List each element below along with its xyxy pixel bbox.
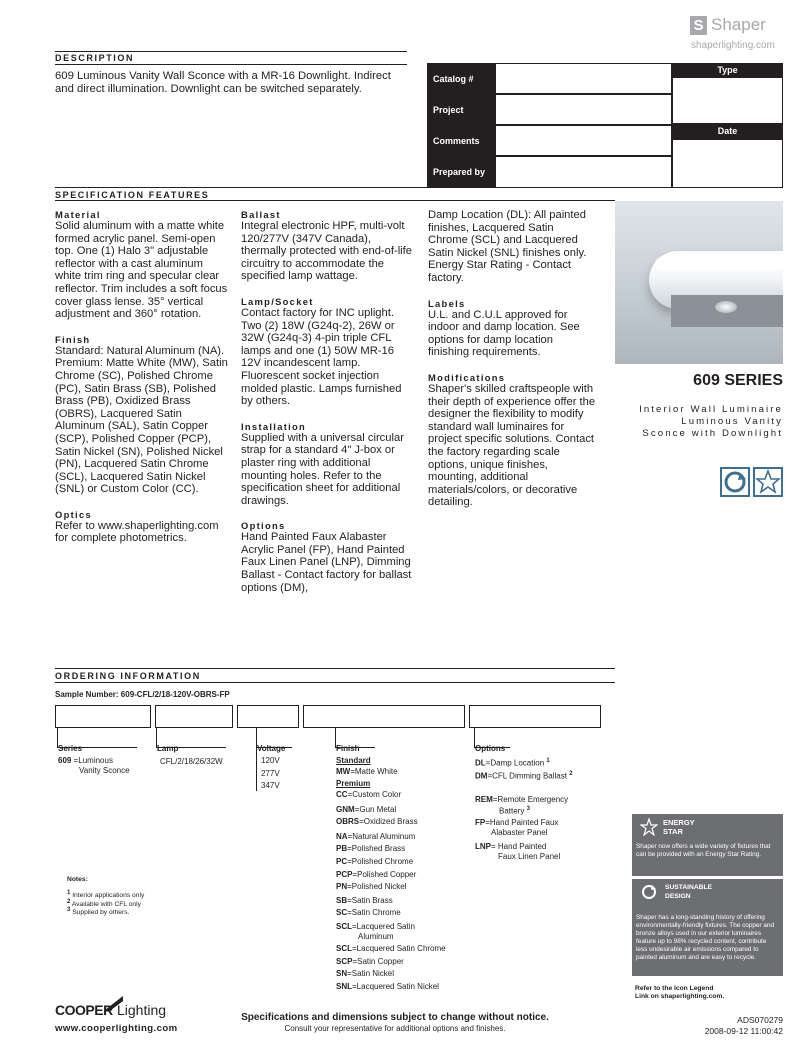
option-desc: =Hand Painted Faux <box>485 818 559 827</box>
finish-label: Finish <box>55 333 91 345</box>
prepared-label: Prepared by <box>427 156 495 188</box>
finish-code: SC <box>336 908 348 918</box>
order-box-lamp[interactable] <box>155 705 233 728</box>
option-lnp-cont: Faux Linen Panel <box>498 852 561 861</box>
option-code: FP <box>475 818 486 827</box>
catalog-field[interactable] <box>495 63 672 94</box>
installation-text: Supplied with a universal circular strap for a standard 4" J-box or plaster ring with additional mounting holes. Refer to the specification sheet for additional drawings. <box>241 431 404 507</box>
finish-code: PB <box>336 844 348 854</box>
option-rem-cont <box>499 804 530 817</box>
finish-code: SCL <box>336 921 352 931</box>
optics-text: Refer to www.shaperlighting.com for complete photometrics. <box>55 519 219 545</box>
finish-std-mw <box>336 767 398 777</box>
finish-item <box>336 922 446 932</box>
finish-desc: =Satin Nickel <box>347 969 395 979</box>
energy-star-icon <box>753 467 783 497</box>
damp-text: Damp Location (DL): All painted finishes, Lacquered Satin Chrome (SCL) and Lacquered Satin Nickel (SNL) finishes only. Energy Star Rating - Contact factory. <box>428 209 587 284</box>
finish-item-cont: Aluminum <box>358 931 394 941</box>
spec-col-2 <box>241 209 416 594</box>
series-option <box>58 756 113 766</box>
description-text: 609 Luminous Vanity Wall Sconce with a MR-16 Downlight. Indirect and direct illumination. Downlight can be switched separately. <box>55 70 391 95</box>
finish-code: CC <box>336 790 348 799</box>
finish-item <box>336 896 446 909</box>
note-num: 1 <box>67 890 71 896</box>
lamp-label: Lamp/Socket <box>241 295 314 307</box>
finish-item <box>336 844 446 857</box>
finish-desc: =Polished Nickel <box>347 882 407 892</box>
finish-code: MW <box>336 767 351 776</box>
type-field[interactable] <box>672 77 783 124</box>
finish-item <box>336 817 446 830</box>
shaper-s-icon: S <box>690 16 707 35</box>
lamp-value: CFL/2/18/26/32W <box>160 757 223 766</box>
date-field[interactable] <box>672 139 783 188</box>
order-box-finish[interactable] <box>303 705 465 728</box>
voltage-2: 277V <box>261 769 280 778</box>
project-field[interactable] <box>495 94 672 125</box>
ballast-label: Ballast <box>241 209 281 220</box>
doc-date: 2008-09-12 11:00:42 <box>704 1026 783 1036</box>
options-heading: Options <box>475 744 506 753</box>
comments-field[interactable] <box>495 125 672 156</box>
option-code: REM <box>475 795 493 804</box>
energy-title-1: ENERGY <box>663 818 695 827</box>
order-box-options[interactable] <box>469 705 601 728</box>
spec-heading: SPECIFICATION FEATURES <box>55 190 210 200</box>
lamp-heading: Lamp <box>157 744 179 753</box>
ordering-heading: ORDERING INFORMATION <box>55 671 201 681</box>
options-text: Hand Painted Faux Alabaster Acrylic Panel (FP), Hand Painted Faux Linen Panel (LNP), Dimming Ballast - Contact factory for ballast options (DM), <box>241 531 412 594</box>
series-eq: =Luminous <box>73 756 113 765</box>
finish-code: SCP <box>336 956 353 966</box>
modifications-text: Shaper's skilled craftspeople with their depth of experience offer the designer the flexibility to modify standard wall luminaires for project specific solutions. Contact the factory regarding scale options, unique finishes, mounting, additional materials/colors, or decorative detailing. <box>428 382 596 509</box>
sustain-text: Shaper has a long-standing history of offering environmentally-friendly fixtures. The copper and bronze alloys used in our exterior luminaires feature up to 98% recycled content, contribute less undesirable air emissions compared to painted aluminum and are easy to recycle. <box>636 914 775 962</box>
finish-item <box>336 969 446 982</box>
sustainable-icon <box>640 883 658 901</box>
note-text: Available with CFL only <box>71 901 141 909</box>
premium-heading: Premium <box>336 779 371 788</box>
note-3 <box>67 906 129 917</box>
legend-1: Refer to the Icon Legend <box>635 985 714 992</box>
series-desc: Vanity Sconce <box>79 766 130 775</box>
spec-col-1 <box>55 209 231 545</box>
doc-number: ADS070279 <box>737 1015 783 1025</box>
modifications-label: Modifications <box>428 371 506 383</box>
brand-name: Shaper <box>711 15 766 34</box>
order-box-voltage[interactable] <box>237 705 299 728</box>
option-desc: Battery <box>499 806 525 816</box>
prepared-field[interactable] <box>495 156 672 188</box>
finish-item <box>336 957 446 970</box>
energy-title-2: STAR <box>663 827 683 836</box>
finish-desc: =Custom Color <box>347 790 402 799</box>
series-heading: Series <box>58 744 83 753</box>
legend-2: Link on shaperlighting.com. <box>635 993 725 1000</box>
sustain-title-1: SUSTAINABLE <box>665 884 713 891</box>
option-fp <box>475 818 558 828</box>
finish-desc: =Satin Copper <box>352 956 404 966</box>
finish-code: NA <box>336 831 348 841</box>
finish-desc: =Matte White <box>350 767 398 776</box>
series-sub-1: Interior Wall Luminaire <box>639 404 783 415</box>
finish-item <box>336 857 446 870</box>
option-code: LNP <box>475 842 491 851</box>
option-desc: =Damp Location <box>485 758 545 768</box>
material-label: Material <box>55 209 101 220</box>
finish-item <box>336 944 446 957</box>
spec-col-3 <box>428 209 596 509</box>
labels-text: U.L. and C.U.L approved for indoor and damp location. See options for damp location finishing requirements. <box>428 308 580 359</box>
recycle-icon <box>720 467 750 497</box>
footer-consult: Consult your representative for additional options and finishes. <box>284 1024 506 1033</box>
option-lnp <box>475 842 546 852</box>
finish-desc: =Lacquered Satin Nickel <box>352 981 439 991</box>
finish-item <box>336 908 446 921</box>
option-desc: =CFL Dimming Ballast <box>487 771 567 781</box>
voltage-3: 347V <box>261 781 280 790</box>
finish-desc: =Oxidized Brass <box>359 817 418 827</box>
finish-code: GNM <box>336 804 355 814</box>
note-text: Interior applications only <box>72 892 145 900</box>
energy-star-box-icon <box>640 818 658 836</box>
finish-desc: =Lacquered Satin Chrome <box>352 943 446 953</box>
finish-item <box>336 790 446 803</box>
catalog-label: Catalog # <box>427 63 495 94</box>
downlight <box>715 301 737 313</box>
product-photo <box>615 201 783 364</box>
date-label: Date <box>672 124 783 139</box>
material-text: Solid aluminum with a matte white formed acrylic panel. Semi-open top. One (1) Halo 3" adjustable reflector with a cast aluminum white trim ring and specular clear reflector. Trim includes a soft focus cover glass lense. 35° vertical adjustment and 360° rotation. <box>55 220 228 321</box>
lamp-text: Contact factory for INC uplight. Two (2) 18W (G24q-2), 26W or 32W (G24q-3) 4-pin triple CFL lamps and one (1) 50W MR-16 12V incandescent lamp. Fluorescent socket injection molded plastic. Lamps furnished by others. <box>241 306 402 408</box>
option-code: DM <box>475 771 488 781</box>
finish-code: SCL <box>336 943 352 953</box>
footer-spec: Specifications and dimensions subject to change without notice. <box>241 1012 549 1023</box>
finish-code: OBRS <box>336 817 360 827</box>
finish-desc: =Satin Brass <box>347 895 393 905</box>
installation-label: Installation <box>241 420 307 432</box>
project-label: Project <box>427 94 495 125</box>
finish-code: PCP <box>336 869 353 879</box>
cooper-logo <box>55 996 170 1020</box>
standard-heading: Standard <box>336 756 371 765</box>
note-num: 3 <box>67 907 71 913</box>
finish-text: Standard: Natural Aluminum (NA). Premium: Matte White (MW), Satin Chrome (SC), Polished Chrome (PC), Satin Brass (SB), Polished Brass (PB), Oxidized Brass (OBRS), Lacquered Satin Aluminum (SAL), Satin Copper (SCP), Polished Copper (PCP), Satin Nickel (SN), Polished Nickel (PN), Lacquered Satin Chrome (SCL), Lacquered Satin Nickel (SNL) or Custom Color (CC). <box>55 344 228 496</box>
option-code: DL <box>475 758 486 768</box>
series-sub-2: Luminous Vanity <box>681 416 783 427</box>
series-title: 609 SERIES <box>693 372 783 389</box>
finish-item <box>336 882 446 895</box>
finish-desc: =Lacquered Satin <box>352 921 415 931</box>
cooper-wordmark: COOPER <box>55 1002 113 1018</box>
option-fp-cont: Alabaster Panel <box>491 828 548 837</box>
option-desc: =Remote Emergency <box>492 795 569 804</box>
finish-desc: =Satin Chrome <box>347 908 401 918</box>
ballast-text: Integral electronic HPF, multi-volt 120/277V (347V Canada), thermally protected with end-of-life circuitry to accommodate the specified lamp wattage. <box>241 220 412 283</box>
finish-desc: =Natural Aluminum <box>347 831 416 841</box>
sustain-title-2: DESIGN <box>665 893 691 900</box>
description-heading: DESCRIPTION <box>55 53 135 63</box>
series-sub-3: Sconce with Downlight <box>642 428 783 439</box>
finish-code: SNL <box>336 981 352 991</box>
option-note: 3 <box>526 806 530 812</box>
shaper-logo <box>690 14 782 40</box>
finish-code: PC <box>336 856 348 866</box>
type-label: Type <box>672 63 783 77</box>
voltage-1: 120V <box>261 756 280 765</box>
finish-item <box>336 832 446 845</box>
voltage-heading: Voltage <box>257 744 286 753</box>
finish-desc: =Gun Metal <box>354 804 397 814</box>
note-num: 2 <box>67 899 71 905</box>
finish-item <box>336 982 446 995</box>
cooper-url: www.cooperlighting.com <box>55 1023 178 1034</box>
spec-form <box>427 63 783 188</box>
optics-label: Optics <box>55 508 92 520</box>
finish-item <box>336 805 446 818</box>
brand-url: shaperlighting.com <box>691 40 775 51</box>
finish-premium-list <box>336 790 446 994</box>
lighting-wordmark: Lighting <box>117 1002 167 1018</box>
finish-desc: =Polished Copper <box>352 869 417 879</box>
options-label: Options <box>241 520 286 532</box>
finish-code: SB <box>336 895 348 905</box>
finish-item <box>336 870 446 883</box>
option-note: 2 <box>569 771 573 777</box>
finish-desc: =Polished Chrome <box>347 856 414 866</box>
sample-number: Sample Number: 609-CFL/2/18-120V-OBRS-FP <box>55 690 230 699</box>
labels-label: Labels <box>428 297 466 309</box>
option-dm <box>475 769 573 782</box>
notes-title: Notes: <box>67 876 88 883</box>
finish-heading: Finish <box>336 744 360 753</box>
option-desc: = Hand Painted <box>491 842 547 851</box>
series-code: 609 <box>58 756 72 765</box>
finish-code: PN <box>336 882 348 892</box>
option-dl <box>475 756 550 769</box>
option-note: 1 <box>546 758 550 764</box>
comments-label: Comments <box>427 125 495 156</box>
note-text: Supplied by others. <box>72 909 130 917</box>
order-box-series[interactable] <box>55 705 151 728</box>
energy-text: Shaper now offers a wide variety of fixtures that can be provided with an Energy Star Rating. <box>636 843 771 859</box>
finish-code: SN <box>336 969 348 979</box>
finish-desc: =Polished Brass <box>347 844 406 854</box>
